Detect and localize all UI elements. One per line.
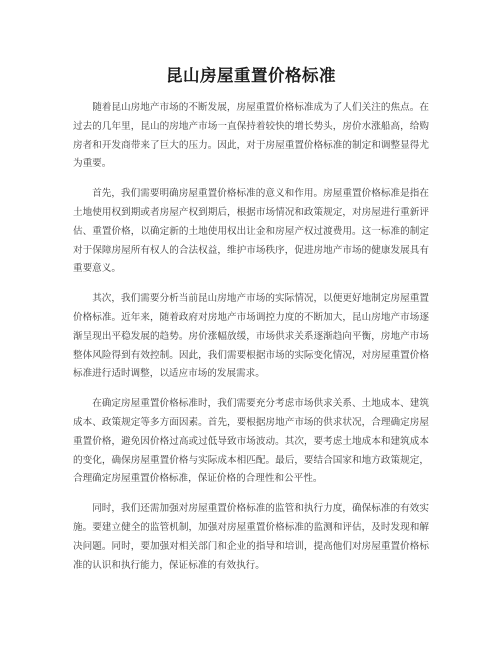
paragraph-3: 其次，我们需要分析当前昆山房地产市场的实际情况，以便更好地制定房屋重置价格标准。近年来，随着政府对房地产市场调控力度的不断加大，昆山房地产市场逐渐呈现出平稳发展的趋势。房价涨幅放缓，市场供求关系逐渐趋向平衡，房地产市场整体风险得到有效控制。因此，我们需要根据市场的实际变化情况，对房屋重置价格标准进行适时调整，以适应市场的发展需求。 — [73, 293, 429, 380]
paragraph-1: 随着昆山房地产市场的不断发展，房屋重置价格标准成为了人们关注的焦点。在过去的几年里，昆山的房地产市场一直保持着较快的增长势头，房价水涨船高，给购房者和开发商带来了巨大的压力。因此，对于房屋重置价格标准的制定和调整显得尤为重要。 — [73, 102, 429, 170]
paragraph-5: 同时，我们还需加强对房屋重置价格标准的监管和执行力度，确保标准的有效实施。要建立健全的监管机制，加强对房屋重置价格标准的监测和评估，及时发现和解决问题。同时，要加强对相关部门和企业的指导和培训，提高他们对房屋重置价格标准的认识和执行能力，保证标准的有效执行。 — [73, 503, 429, 571]
document-body — [73, 99, 429, 586]
document-title: 昆山房屋重置价格标准 — [166, 66, 336, 85]
paragraph-2: 首先，我们需要明确房屋重置价格标准的意义和作用。房屋重置价格标准是指在土地使用权到期或者房屋产权到期后，根据市场情况和政策规定，对房屋进行重新评估、重置价格，以确定新的土地使用权出让金和房屋产权过渡费用。这一标准的制定对于保障房屋所有权人的合法权益，维护市场秩序，促进房地产市场的健康发展具有重要意义。 — [73, 188, 429, 275]
paragraph-4: 在确定房屋重置价格标准时，我们需要充分考虑市场供求关系、土地成本、建筑成本、政策规定等多方面因素。首先，要根据房地产市场的供求状况，合理确定房屋重置价格，避免因价格过高或过低导致市场波动。其次，要考虑土地成本和建筑成本的变化，确保房屋重置价格与实际成本相匹配。最后，要结合国家和地方政策规定，合理确定房屋重置价格标准，保证价格的合理性和公平性。 — [73, 398, 429, 485]
